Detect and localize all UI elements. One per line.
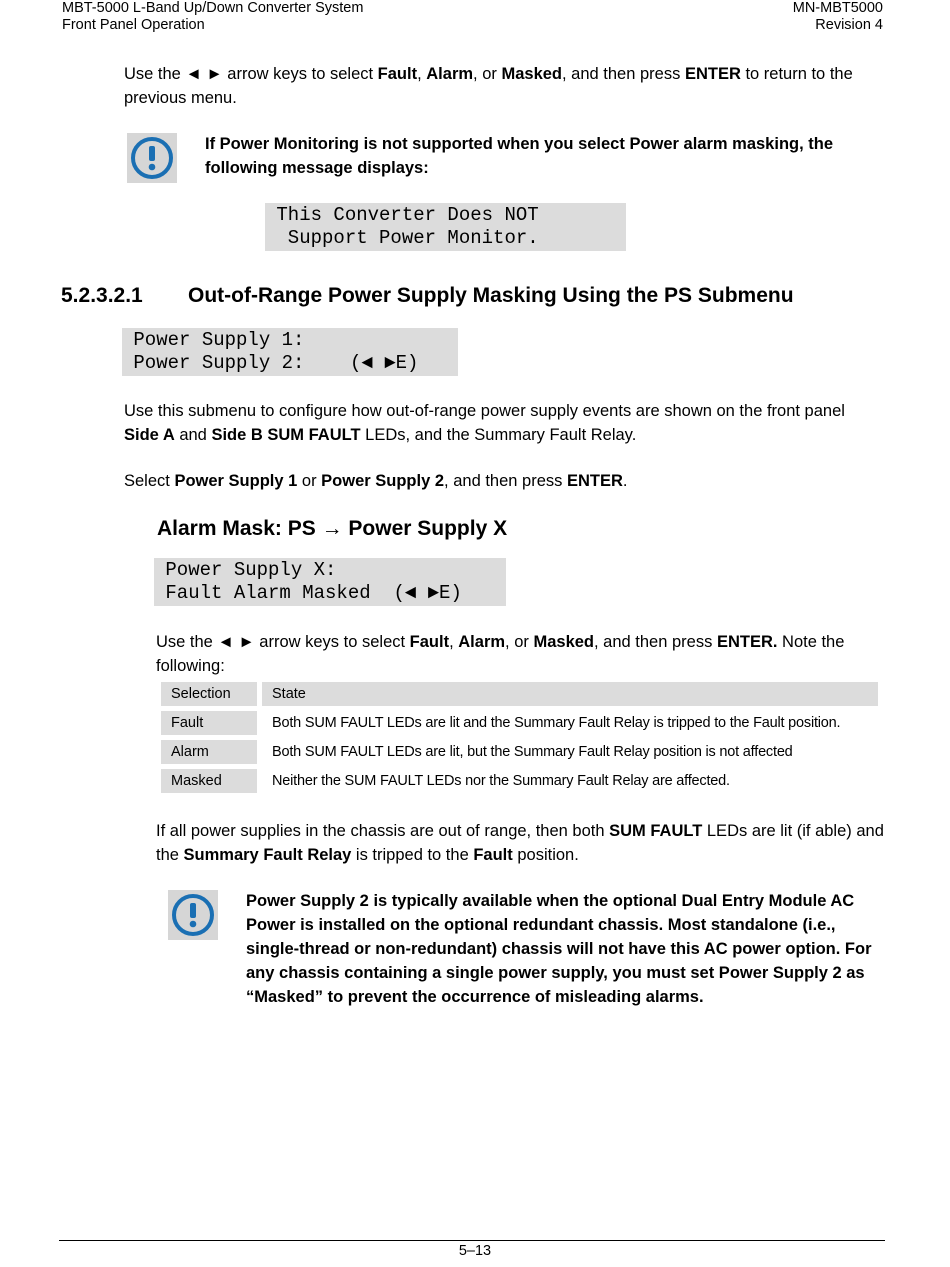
page-number: 5–13 [458,1243,492,1259]
out-of-range-paragraph: If all power supplies in the chassis are out of range, then both SUM FAULT LEDs are lit (if able) and the Summary Fault Relay is tripped to the Fault position. [156,822,884,864]
chapter-title: Front Panel Operation [62,17,205,33]
selection-cell: Fault [161,711,257,735]
selection-cell: Masked [161,769,257,793]
header-right [793,0,883,34]
manual-number: MN-MBT5000 [792,0,883,16]
doc-title: MBT-5000 L-Band Up/Down Converter System [62,0,364,16]
header-selection: Selection [161,682,257,706]
selection-cell: Alarm [161,740,257,764]
section-number: 5.2.3.2.1 [61,284,143,307]
table-row [161,769,878,793]
intro-paragraph: Use the ◄ ► arrow keys to select Fault, Alarm, or Masked, and then press ENTER to return to the previous menu. [124,65,853,107]
header-left [62,0,363,34]
note-power-supply-2: Power Supply 2 is typically available when the optional Dual Entry Module AC Power is installed on the optional redundant chassis. Most standalone (i.e., single-thread or non-redundant) chassis will not have this AC power option. For any chassis containing a single power supply, you must set Power Supply 2 as “Masked” to prevent the occurrence of misleading alarms. [246,892,872,1006]
note-power-monitoring: If Power Monitoring is not supported when you select Power alarm masking, the following message displays: [205,135,834,177]
info-exclamation-icon [127,133,177,183]
table-row [161,711,878,735]
table-header-row [161,682,878,706]
header-state: State [262,682,878,706]
footer-rule [59,1240,885,1241]
section-title: Out-of-Range Power Supply Masking Using the PS Submenu [188,284,794,307]
select-instruction: Select Power Supply 1 or Power Supply 2, and then press ENTER. [124,472,628,490]
selection-state-table [156,677,883,798]
state-cell: Both SUM FAULT LEDs are lit, but the Summary Fault Relay position is not affected [272,744,793,760]
lcd-display-ps-submenu: Power Supply 1: Power Supply 2: (◄ ►E) [122,328,458,376]
lcd-display-not-supported: This Converter Does NOT Support Power Monitor. [265,203,626,251]
arrow-keys-instruction: Use the ◄ ► arrow keys to select Fault, Alarm, or Masked, and then press ENTER. Note the following: [156,633,845,675]
info-exclamation-icon [168,890,218,940]
table-row [161,740,878,764]
revision: Revision 4 [815,17,883,33]
subheading-alarm-mask: Alarm Mask: PS → Power Supply X [157,517,508,540]
state-cell: Neither the SUM FAULT LEDs nor the Summary Fault Relay are affected. [272,773,730,789]
submenu-description: Use this submenu to configure how out-of-range power supply events are shown on the front panel Side A and Side B SUM FAULT LEDs, and the Summary Fault Relay. [124,402,845,444]
state-cell: Both SUM FAULT LEDs are lit and the Summary Fault Relay is tripped to the Fault position. [272,715,841,731]
lcd-display-power-supply-x: Power Supply X: Fault Alarm Masked (◄ ►E) [154,558,506,606]
